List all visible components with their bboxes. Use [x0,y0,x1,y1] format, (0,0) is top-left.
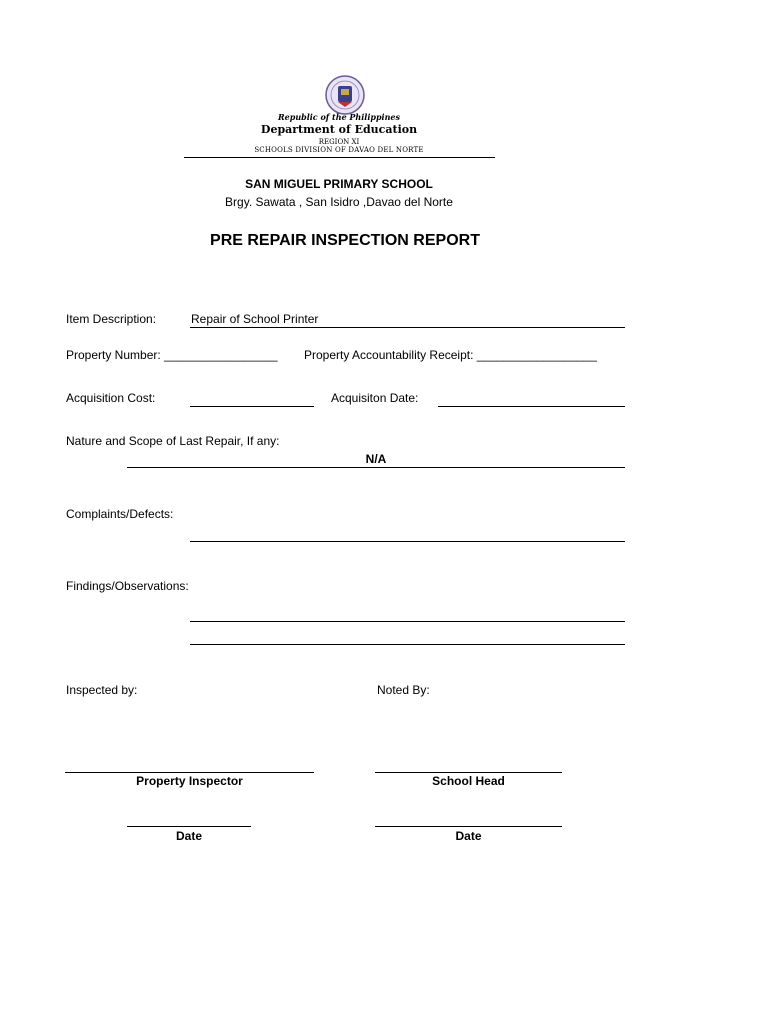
head-signature-line[interactable] [375,772,562,773]
complaints-label: Complaints/Defects: [66,507,174,521]
complaints-line[interactable] [190,541,625,542]
noted-by-label: Noted By: [377,683,430,697]
letterhead-divider [184,157,495,158]
inspector-title: Property Inspector [136,774,243,788]
last-repair-line [127,467,625,468]
findings-label: Findings/Observations: [66,579,189,593]
item-description-label: Item Description: [66,312,157,326]
deped-seal-icon [320,74,370,116]
item-description-value[interactable]: Repair of School Printer [191,312,319,326]
head-date-line[interactable] [375,826,562,827]
last-repair-label: Nature and Scope of Last Repair, If any: [66,434,280,448]
inspector-date-line[interactable] [127,826,251,827]
acquisition-date-label: Acquisiton Date: [331,391,419,405]
school-name: SAN MIGUEL PRIMARY SCHOOL [245,177,433,191]
item-description-line [190,327,625,328]
findings-line-2[interactable] [190,644,625,645]
inspected-by-label: Inspected by: [66,683,138,697]
acquisition-date-line[interactable] [438,406,625,407]
last-repair-value[interactable]: N/A [365,452,387,466]
report-title: PRE REPAIR INSPECTION REPORT [210,232,480,249]
republic-text: Republic of the Philippines [277,112,400,122]
inspector-signature-line[interactable] [65,772,314,773]
head-title: School Head [432,774,505,788]
par-label: Property Accountability Receipt: __________________ [304,348,597,362]
acquisition-cost-line[interactable] [190,406,314,407]
findings-line-1[interactable] [190,621,625,622]
head-date-label: Date [455,829,482,843]
school-address: Brgy. Sawata , San Isidro ,Davao del Norte [225,195,453,209]
region-text: REGION XI [318,138,360,146]
inspector-date-label: Date [175,829,202,843]
department-name: Department of Education [260,123,418,136]
division-text: SCHOOLS DIVISION OF DAVAO DEL NORTE [254,146,424,154]
property-number-label: Property Number: _________________ [66,348,278,362]
acquisition-cost-label: Acquisition Cost: [66,391,156,405]
